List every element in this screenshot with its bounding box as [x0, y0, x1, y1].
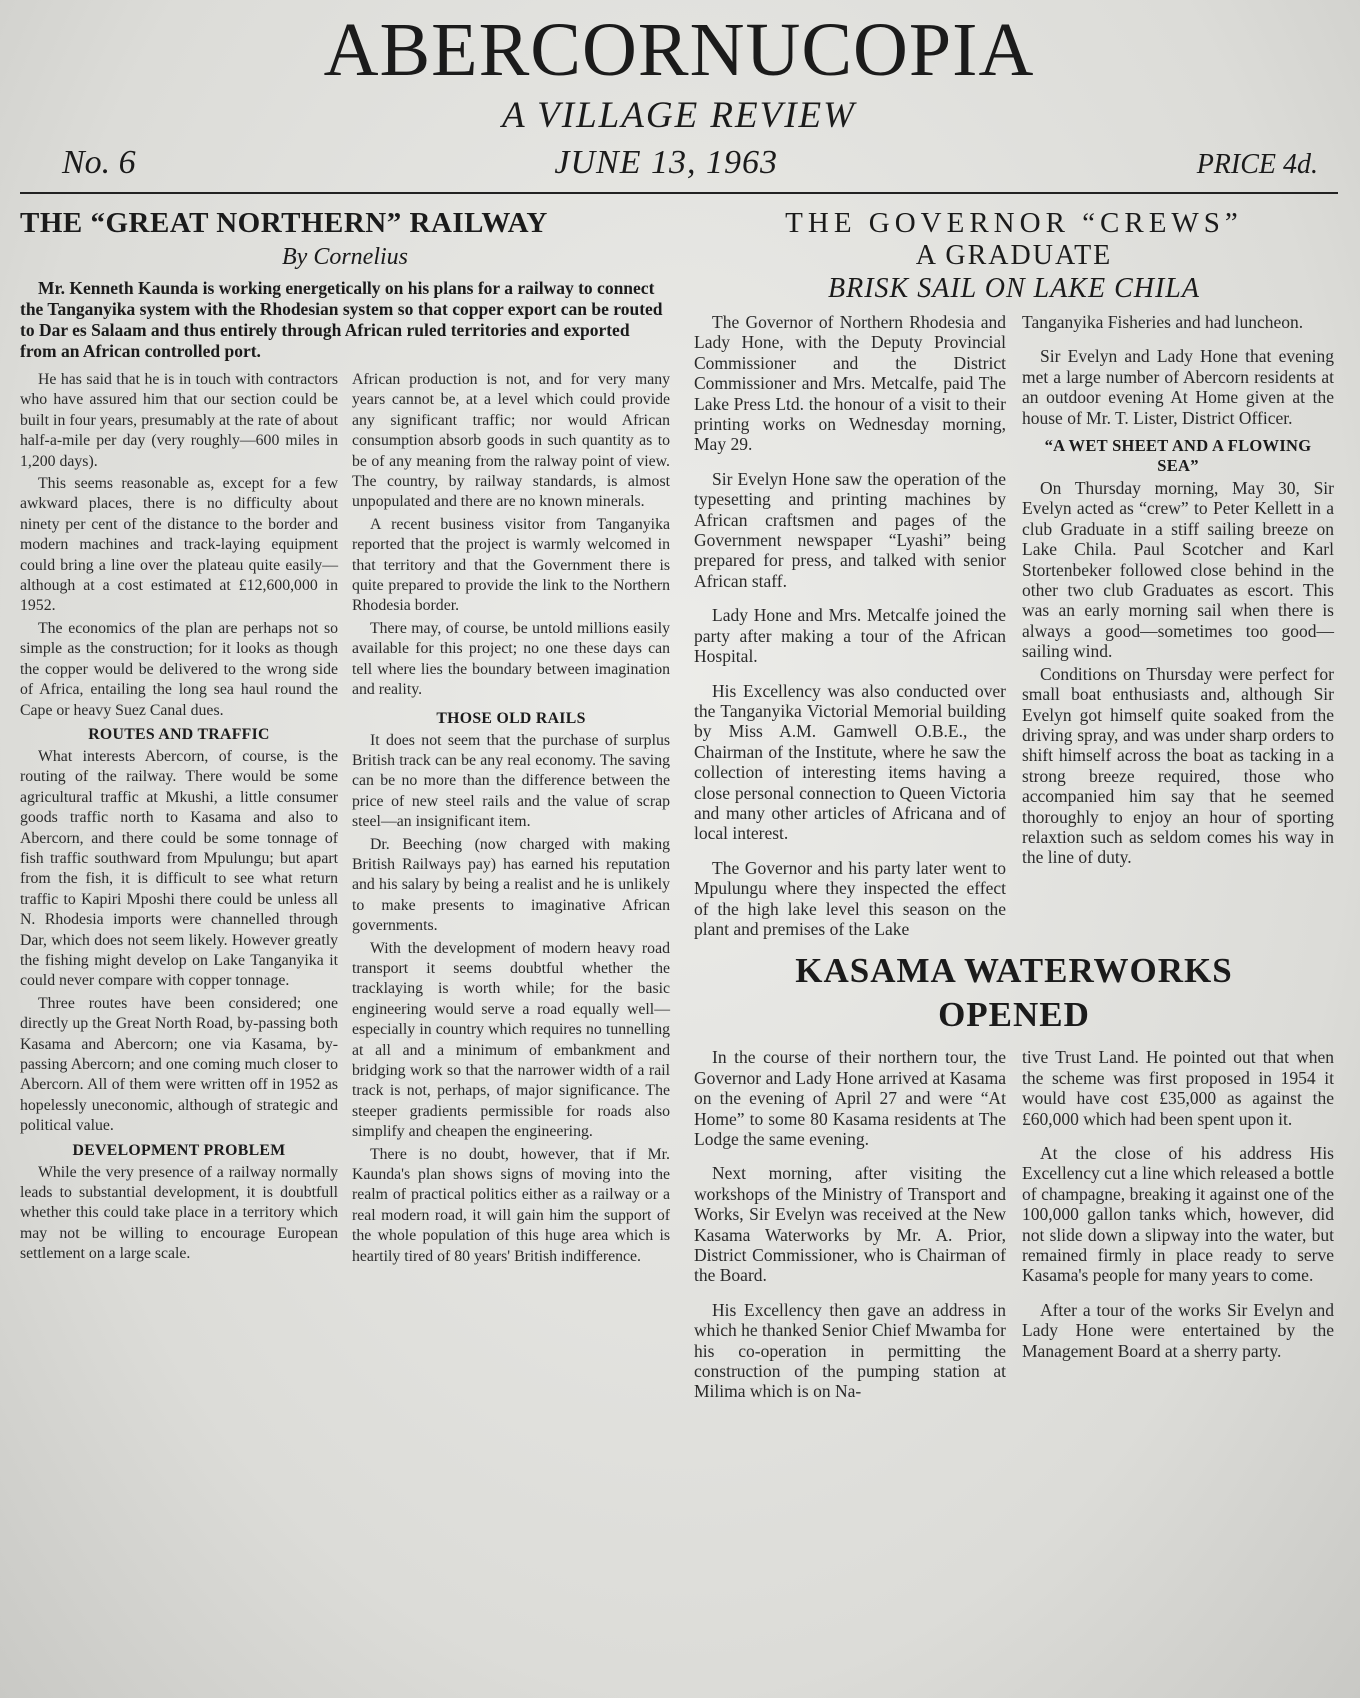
paragraph: Tanganyika Fisheries and had luncheon. [1022, 312, 1304, 332]
paragraph: African production is not, and for very many years cannot be, at a level which could provide any significant traffic; nor would African consumption absorb goods in such quantity as to be of any meaning from the ralway point of view. The country, by railway standards, is almost unpopulated and there are no known minerals. [352, 371, 670, 511]
kasama-columns [694, 1047, 1334, 1404]
issue-price: PRICE 4d. [1196, 149, 1318, 180]
paragraph: On Thursday morning, May 30, Sir Evelyn acted as “crew” to Peter Kellett in a club Graduate in a stiff sailing breeze on Lake Chila. Paul Scotcher and Karl Stortenbeker followed close behind in the other two club Graduates as escort. This was an early morning sail when there is always a good—sometimes too good—sailing wind. [1022, 478, 1334, 662]
railway-column-1 [20, 370, 338, 1269]
railway-columns [20, 370, 670, 1269]
governor-subheadline: A GRADUATE [915, 240, 1113, 271]
issue-date: JUNE 13, 1963 [554, 144, 778, 181]
paragraph: Sir Evelyn Hone saw the operation of the typesetting and printing machines by African craftsmen and pages of the Government newspaper “Lyashi” being prepared for press, and talked with senior African staff. [694, 468, 1006, 591]
governor-columns [694, 312, 1334, 941]
dateline [20, 144, 1338, 182]
paragraph: tive Trust Land. He pointed out that when the scheme was first proposed in 1954 it would have cost £35,000 as against the £60,000 which had been spent upon it. [1022, 1047, 1334, 1129]
subheading-routes: ROUTES AND TRAFFIC [88, 725, 270, 743]
paragraph: Dr. Beeching (now charged with making British Railways pay) has earned his reputation and his salary by being a realist and he is unlikely to make presents to imaginative African governments. [352, 835, 670, 935]
railway-column-2 [352, 370, 670, 1269]
paragraph: There may, of course, be untold millions easily available for this project; no one these days can tell where lies the boundary between imagination and reality. [352, 619, 670, 699]
paragraph: With the development of modern heavy road transport it seems doubtful whether the tracklaying is worth while; for the basic engineering would serve a road equally well—especially in country which requires no tunnelling at all and a minimum of embankment and bridging work so that the narrower width of a rail track is not, perhaps, of major significance. The steeper gradients permissible for roads also simplify and cheapen the engineering. [352, 939, 670, 1141]
paragraph: Next morning, after visiting the workshops of the Ministry of Transport and Works, Sir Evelyn was received at the New Kasama Waterworks by Mr. A. Prior, District Commissioner, who is Chairman of the Board. [694, 1163, 1006, 1286]
paragraph: The Governor of Northern Rhodesia and Lady Hone, with the Deputy Provincial Commissioner and the District Commissioner and Mrs. Metcalfe, paid The Lake Press Ltd. the honour of a visit to their printing works on Wednesday morning, May 29. [694, 312, 1006, 455]
paragraph: His Excellency was also conducted over the Tanganyika Victorial Memorial building by Miss A.M. Gamwell O.B.E., the Chairman of the Institute, where he saw the collection of interesting items having a close personal connection to Queen Victoria and many other articles of Africana and of local interest. [694, 680, 1006, 844]
page-content [20, 200, 1338, 1404]
masthead-title: ABERCORNUCOPIA [323, 8, 1035, 92]
governor-column-2 [1022, 312, 1334, 941]
paragraph: He has said that he is in touch with contractors who have assured him that our section could be built in four years, presumably at the rate of about half-a-mile per day (very roughly—600 miles in 1,200 days). [20, 371, 338, 470]
paragraph: The Governor and his party later went to Mpulungu where they inspected the effect of the high lake level this season on the plant and premises of the Lake [694, 857, 1006, 939]
paragraph: Lady Hone and Mrs. Metcalfe joined the party after making a tour of the African Hospital. [694, 605, 1006, 667]
right-column-group [694, 200, 1334, 1404]
railway-article [20, 200, 670, 1404]
railway-byline: By Cornelius [282, 244, 408, 270]
kasama-headline: KASAMA WATERWORKS [795, 951, 1233, 991]
governor-column-1 [694, 312, 1006, 941]
paragraph: Three routes have been considered; one directly up the Great North Road, by-passing both Kasama and Abercorn; one via Kasama, by-passing Abercorn; and one coming much closer to Abercorn. All of them were written off in 1952 as hopelessly uneconomic, although of strategic and political value. [20, 994, 338, 1135]
paragraph: Conditions on Thursday were perfect for small boat enthusiasts and, although Sir Evelyn got himself quite soaked from the driving spray, and was under sharp orders to shift himself across the boat as tacking in a strong breeze required, those who accompanied him say that he seemed thoroughly to enjoy an hour of sporting relaxtion such as seldom comes his way in the line of duty. [1022, 663, 1334, 868]
paragraph: A recent business visitor from Tanganyika reported that the project is warmly welcomed in that territory and that the Government there is quite prepared to provide the link to the Northern Rhodesia border. [352, 515, 670, 615]
railway-headline: THE “GREAT NORTHERN” RAILWAY [20, 207, 548, 239]
governor-headline: THE GOVERNOR “CREWS” [785, 207, 1243, 239]
subheading-wet-sheet: “A WET SHEET AND A FLOWING SEA” [1044, 436, 1312, 476]
paragraph: At the close of his address His Excellency cut a line which released a bottle of champagne, breaking it against one of the 100,000 gallon tanks which, however, did not slide down a slipway into the water, but remained firmly in place ready to serve Kasama's people for many years to come. [1022, 1143, 1334, 1286]
paragraph: After a tour of the works Sir Evelyn and Lady Hone were entertained by the Management Board at a sherry party. [1022, 1299, 1334, 1361]
masthead-rule [20, 192, 1338, 194]
issue-number: No. 6 [62, 144, 136, 181]
paragraph: Sir Evelyn and Lady Hone that evening met a large number of Abercorn residents at an outdoor evening At Home given at the house of Mr. T. Lister, District Officer. [1022, 346, 1334, 428]
paragraph: This seems reasonable as, except for a few awkward places, there is no difficulty about ninety per cent of the distance to the border and modern machines and track-laying equipment could bring a line over the plateau quite easily—although at a cost estimated at £12,600,000 in 1952. [20, 475, 338, 615]
governor-deck: BRISK SAIL ON LAKE CHILA [828, 273, 1200, 304]
railway-lead: Mr. Kenneth Kaunda is working energetically on his plans for a railway to connect the Tanganyika system with the Rhodesian system so that copper export can be routed to Dar es Salaam and thus entirely through African ruled territories and exported from an African controlled port. [20, 278, 663, 361]
subheading-old-rails: THOSE OLD RAILS [436, 709, 586, 727]
paragraph: What interests Abercorn, of course, is the routing of the railway. There would be some agricultural traffic at Mkushi, a little consumer goods traffic north to Kasama and also to Abercorn, and there could be some tonnage of fish traffic southward from Mpulungu; but apart from the fish, it is difficult to see what return traffic to Kapiri Mposhi there could be unless all N. Rhodesia imports were channelled through Dar, which does not seem likely. However greatly the fishing might develop on Lake Tanganyika it could never compare with copper tonnage. [20, 747, 338, 990]
paragraph: The economics of the plan are perhaps not so simple as the construction; for it looks as though the copper would be delivered to the wrong side of Africa, entailing the long sea haul round the Cape or heavy Suez Canal dues. [20, 619, 338, 719]
paragraph: It does not seem that the purchase of surplus British track can be any real economy. The saving can be no more than the difference between the price of new steel rails and the value of scrap steel—an insignificant item. [352, 731, 670, 831]
masthead-subtitle: A VILLAGE REVIEW [502, 95, 856, 136]
kasama-column-1 [694, 1047, 1006, 1404]
paragraph: His Excellency then gave an address in which he thanked Senior Chief Mwamba for his co-operation in permitting the construction of the pumping station at Milima which is on Na- [694, 1299, 1007, 1402]
subheading-development: DEVELOPMENT PROBLEM [72, 1141, 286, 1159]
paragraph: In the course of their northern tour, the Governor and Lady Hone arrived at Kasama on the evening of April 27 and were “At Home” to some 80 Kasama residents at The Lodge the same evening. [694, 1047, 1006, 1149]
kasama-column-2 [1022, 1047, 1334, 1404]
paragraph: There is no doubt, however, that if Mr. Kaunda's plan shows signs of moving into the realm of practical politics either as a railway or a real modern road, it will gain him the support of the whole population of this huge area which is heartily tired of 80 years' British indifference. [352, 1145, 670, 1265]
paragraph: While the very presence of a railway normally leads to substantial development, it is doubtfull whether this could take place in a territory which may not be willing to encourage European settlement on a large scale. [20, 1163, 338, 1263]
kasama-headline-2: OPENED [938, 995, 1090, 1035]
